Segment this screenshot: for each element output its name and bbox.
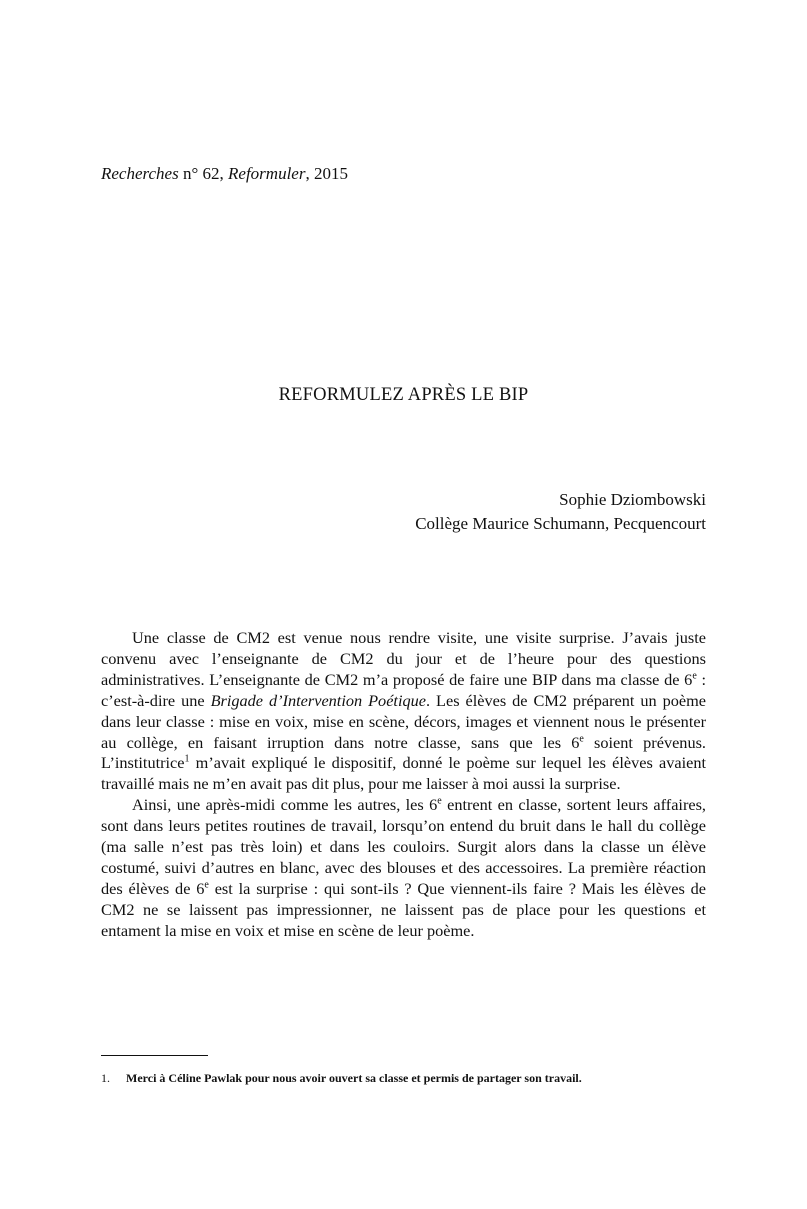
paragraph-text: Une classe de CM2 est venue nous rendre visite, une visite surprise. J’avais juste convenu avec l’enseignante de CM2 du jour et de l’heure pour des questions administratives. L’enseignante de CM2 m’a proposé de faire une BIP dans ma classe de 6 (101, 628, 706, 689)
author-block (415, 488, 706, 536)
superscript: e (579, 733, 584, 745)
article-body (101, 628, 706, 942)
paragraph-1 (101, 628, 706, 795)
running-head (101, 163, 348, 185)
footnote-number: 1. (101, 1071, 110, 1085)
paragraph-text: Ainsi, une après-midi comme les autres, les 6 (132, 795, 438, 815)
footnote-ref: 1 (184, 754, 190, 766)
superscript: e (204, 879, 209, 891)
paragraph-text: . Les élèves de CM2 préparent un poème dans leur classe : mise en voix, mise en scène, décors, images et viennent nous le présenter au collège, en faisant irruption dans notre classe, sans que les 6 (101, 690, 707, 752)
footnote-separator (101, 1055, 208, 1056)
issue-year: , 2015 (305, 164, 348, 183)
paragraph-text: soient prévenus. L’institutrice (101, 732, 706, 773)
superscript: e (692, 670, 697, 682)
italic-phrase: Brigade d’Intervention Poétique (210, 690, 426, 710)
issue-number: n° 62, (182, 164, 229, 183)
article-title: REFORMULEZ APRÈS LE BIP (278, 385, 529, 405)
superscript: e (437, 795, 442, 807)
author-affiliation: Collège Maurice Schumann, Pecquencourt (415, 514, 706, 533)
paragraph-text: m’avait expliqué le dispositif, donné le poème sur lequel les élèves avaient travaillé mais ne m’en avait pas dit plus, pour me laisser à moi aussi la surprise. (101, 753, 706, 794)
journal-name: Recherches (101, 164, 179, 183)
paragraph-text: entrent en classe, sortent leurs affaires, sont dans leurs petites routines de travail, lorsqu’on entend du bruit dans le hall du collège (ma salle n’est pas très loin) et dans les couloirs. Surgit alors dans la classe un élève costumé, suivi d’autres en blanc, avec des blouses et des accessoires. La première réaction des élèves de 6 (101, 795, 706, 898)
paragraph-2 (101, 795, 706, 941)
author-name: Sophie Dziombowski (559, 490, 706, 509)
footnote (101, 1071, 582, 1086)
paragraph-text: est la surprise : qui sont-ils ? Que viennent-ils faire ? Mais les élèves de CM2 ne se laissent pas impressionner, ne laissent pas de place pour les questions et entament la mise en voix et mise en scène de leur poème. (101, 878, 707, 940)
issue-theme: Reformuler (228, 164, 306, 183)
paragraph-text: : c’est-à-dire une (101, 669, 706, 710)
footnote-text: Merci à Céline Pawlak pour nous avoir ouvert sa classe et permis de partager son travail. (126, 1071, 582, 1085)
